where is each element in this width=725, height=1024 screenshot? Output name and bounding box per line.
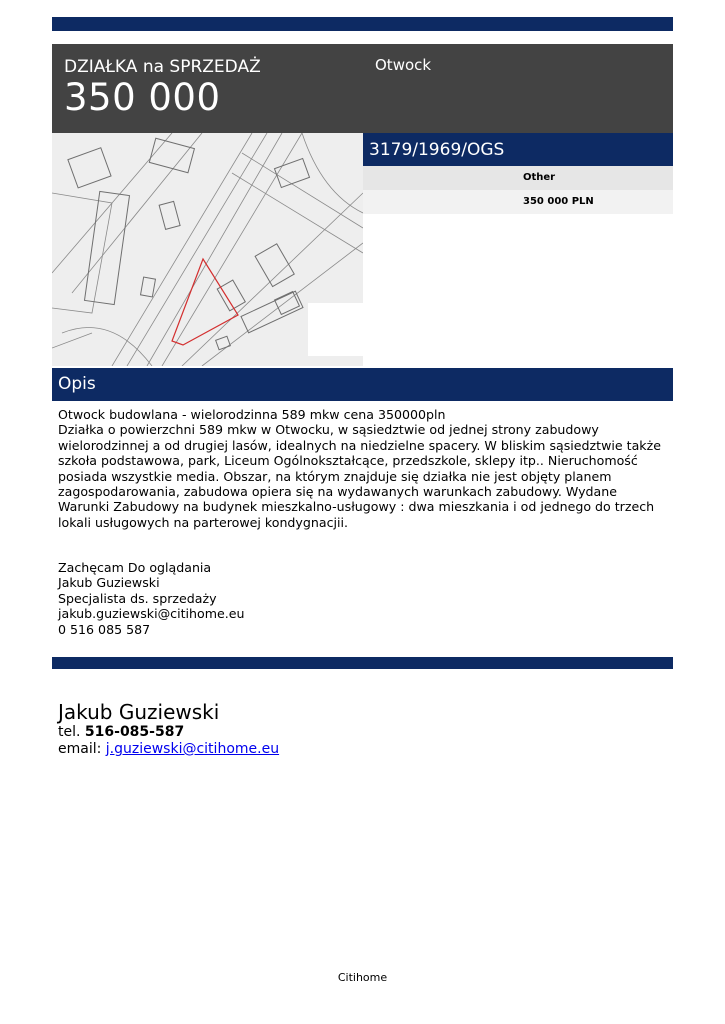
agent-email-link[interactable]: j.guziewski@citihome.eu <box>105 741 280 757</box>
offer-reference-number: 3179/1969/OGS <box>369 140 505 160</box>
contact-line: jakub.guziewski@citihome.eu <box>58 606 245 622</box>
agent-phone: 516-085-587 <box>84 724 185 740</box>
footer-company: Citihome <box>337 971 388 984</box>
description-contact-block <box>58 560 244 637</box>
agent-email-line <box>58 741 279 758</box>
site-plan-map-image <box>52 133 363 366</box>
listing-price: 350 000 <box>64 76 221 119</box>
description-line: Otwock budowlana - wielorodzinna 589 mkw cena 350000pln <box>58 407 446 422</box>
property-photo <box>52 133 363 366</box>
contact-line: Zachęcam Do oglądania <box>58 560 212 575</box>
contact-line: 0 516 085 587 <box>58 621 151 637</box>
agent-name: Jakub Guziewski <box>58 700 220 724</box>
description-title: Opis <box>58 374 96 394</box>
top-accent-bar <box>52 17 673 31</box>
offer-reference-bar <box>363 133 673 166</box>
param-value-type: Other <box>523 172 556 183</box>
listing-header <box>52 44 673 133</box>
description-line: Działka o powierzchni 589 mkw w Otwocku, w sąsiedztwie od jednej strony zabudowy wielorodzinnej a od drugiej lasów, idealnych na niedzielne spacery. W bliskim sąsiedztwie także szkoła podstawowa, park, Liceum Ogólnokształcące, przedszkole, sklepy itp.. Nieruchomość posiada wszystkie media. Obszar, na którym znajduje się działka nie jest objęty planem zagospodarowania, zabudowa opiera się na wydawanych warunkach zabudowy. Wydane Warunki Zabudowy na budynek mieszkalno-usługowy : dwa mieszkania i od jednego do trzech lokali usługowych na parterowej kondygnacjii. <box>58 422 661 530</box>
bottom-accent-bar <box>52 657 673 669</box>
param-value-price: 350 000 PLN <box>523 196 594 207</box>
contact-line: Jakub Guziewski <box>58 575 160 591</box>
param-row-price <box>363 190 673 214</box>
agent-phone-label: tel. <box>58 724 81 740</box>
description-body <box>58 407 668 530</box>
agent-phone-line <box>58 724 279 741</box>
listing-type: DZIAŁKA na SPRZEDAŻ <box>64 57 261 77</box>
description-header-bar <box>52 368 673 401</box>
agent-email-label: email: <box>58 741 102 757</box>
agent-card <box>58 700 279 758</box>
param-row-type <box>363 166 673 190</box>
contact-line: Specjalista ds. sprzedaży <box>58 590 217 606</box>
listing-city: Otwock <box>375 56 432 74</box>
